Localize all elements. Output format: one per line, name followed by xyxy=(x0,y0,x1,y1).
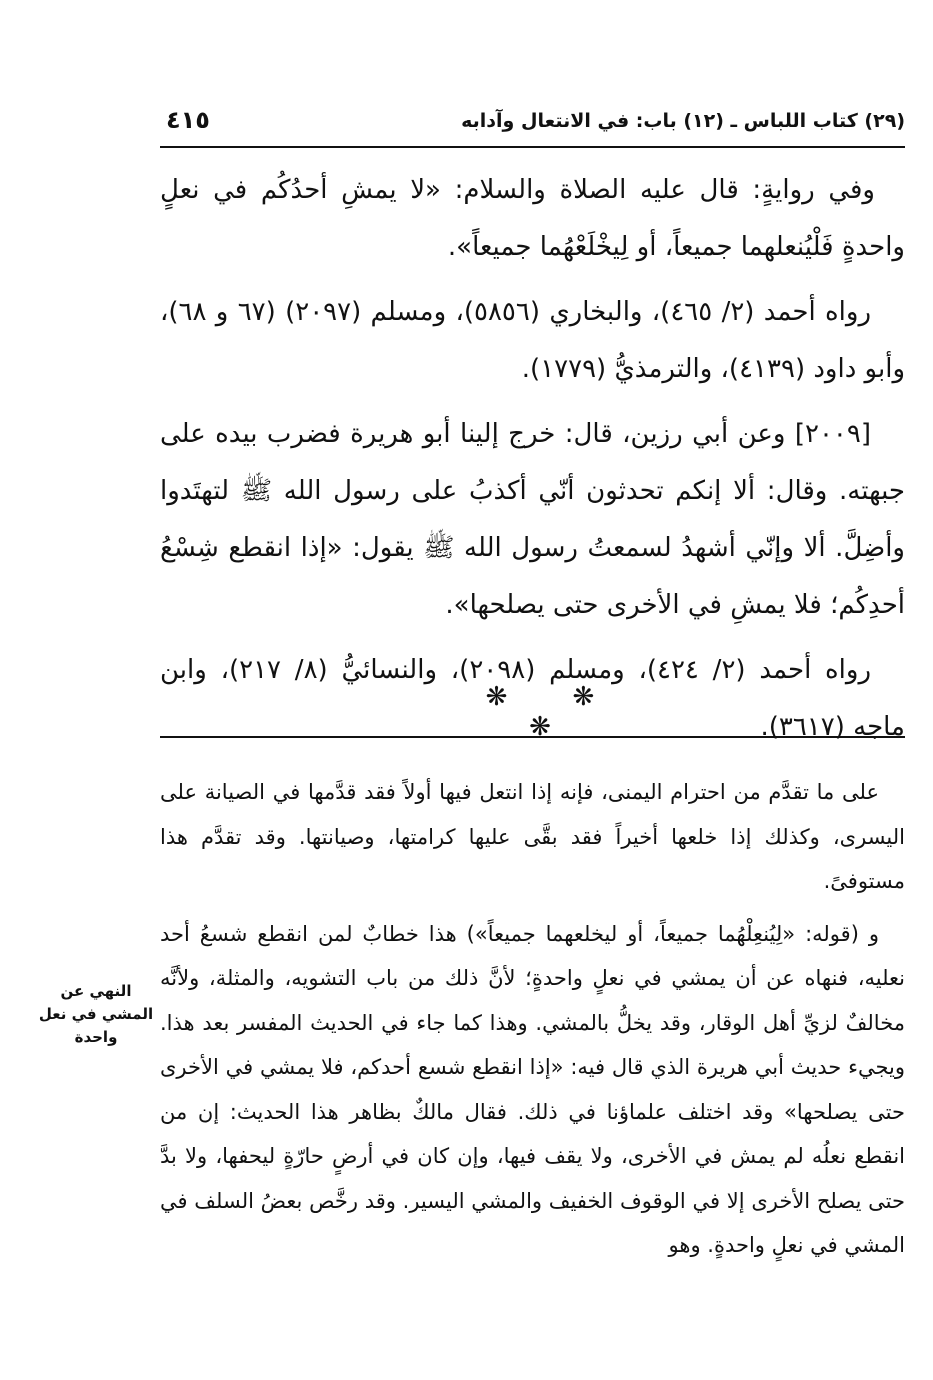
commentary-divider xyxy=(160,736,905,738)
commentary-paragraph: على ما تقدَّم من احترام اليمنى، فإنه إذا انتعل فيها أولاً فقد قدَّمها في الصيانة على اليسرى، وكذلك إذا خلعها أخيراً فقد بقَّى عليها كرامتها، وصيانتها. وقد تقدَّم هذا مستوفىً. xyxy=(160,780,905,893)
hadith-citation: رواه أحمد (٢/ ٤٦٥)، والبخاري (٥٨٥٦)، ومسلم (٢٠٩٧) (٦٧ و ٦٨)، وأبو داود (٤١٣٩)، والترمذيُّ (١٧٧٩). xyxy=(160,297,905,384)
page-header xyxy=(160,104,905,144)
commentary-text xyxy=(160,770,905,1276)
margin-note: النهي عن المشي في نعل واحدة xyxy=(38,982,154,1046)
asterism-mark: ❋ xyxy=(572,682,595,712)
hadith-paragraph: [٢٠٠٩] وعن أبي رزين، قال: خرج إلينا أبو هريرة فضرب بيده على جبهته. وقال: ألا إنكم تحدثون أنّي أكذبُ على رسول الله ﷺ لتهتَدوا وأضِلَّ. ألا وإنّي أشهدُ لسمعتُ رسول الله ﷺ يقول: «إذا انقطع شِسْعُ أحدِكُم؛ فلا يمشِ في الأخرى حتى يصلحها». xyxy=(160,419,905,620)
section-ornament xyxy=(420,682,660,742)
commentary-paragraph: و (قوله: «لِيُنعِلْهُما جميعاً، أو ليخلعهما جميعاً») هذا خطابٌ لمن انقطع شسعُ أحد نعليه، فنهاه عن أن يمشي في نعلٍ واحدةٍ؛ لأنَّ ذلك من باب التشويه، والمثلة، ولأنَّه مخالفٌ لزيِّ أهل الوقار، وقد يخلُّ بالمشي. وهذا كما جاء في الحديث المفسر بعد هذا. ويجيء حديث أبي هريرة الذي قال فيه: «إذا انقطع شسع أحدكم، فلا يمشي في الأخرى حتى يصلحها» وقد اختلف علماؤنا في ذلك. فقال مالكٌ بظاهر هذا الحديث: إن من انقطع نعلُه لم يمش في الأخرى، ولا يقف فيها، وإن كان في أرضٍ حارّةٍ ليحفها، ولا بدَّ حتى يصلح الأخرى إلا في الوقوف الخفيف والمشي اليسير. وقد رخَّص بعضُ السلف في المشي في نعلٍ واحدةٍ. وهو xyxy=(160,921,905,1257)
header-rule xyxy=(160,146,905,148)
hadith-paragraph: وفي روايةٍ: قال عليه الصلاة والسلام: «لا يمشِ أحدُكُم في نعلٍ واحدةٍ فَلْيُنعلهما جميعاً، أو لِيخْلَعْهُما جميعاً». xyxy=(160,175,905,262)
hadith-citation: رواه أحمد (٢/ ٤٢٤)، ومسلم (٢٠٩٨)، والنسائيُّ (٨/ ٢١٧)، وابن ماجه (٣٦١٧). xyxy=(160,655,905,742)
page-number: ٤١٥ xyxy=(166,106,210,134)
asterism-mark: ❋ xyxy=(485,682,508,712)
asterism-mark: ❋ xyxy=(529,712,551,742)
running-title: (٢٩) كتاب اللباس ـ (١٢) باب: في الانتعال وآدابه xyxy=(461,110,905,132)
hadith-text xyxy=(160,162,905,764)
